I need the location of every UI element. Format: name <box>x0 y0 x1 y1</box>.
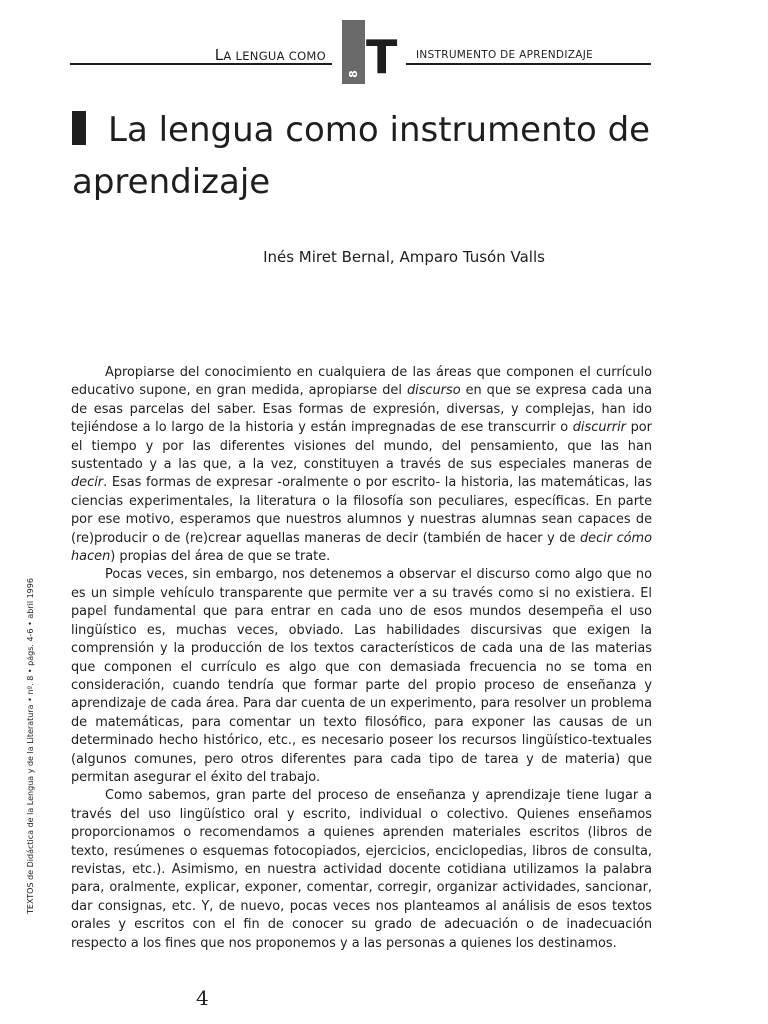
header-initial: L <box>214 46 224 64</box>
article-title: La lengua como instrumento de aprendizaje <box>72 110 651 202</box>
body-paragraph <box>71 566 652 787</box>
paragraph-text: . Esas formas de expresar -oralmente o por escrito- la historia, las matemáticas, las ciencias experimentales, la literatura o la filosofía son peculiares, específicas. En parte por ese motivo, esperamos que nuestros alumnos y nuestras alumnas sean capaces de (re)producir o de (re)crear aquellas maneras de decir (también de hacer y de <box>71 475 652 546</box>
body-paragraph <box>71 364 652 566</box>
body-paragraph <box>71 787 652 953</box>
article-body <box>71 364 652 953</box>
running-header-left <box>70 47 332 65</box>
page-number: 4 <box>196 986 209 1010</box>
emphasis-text: discurrir <box>572 420 626 436</box>
article-authors: Inés Miret Bernal, Amparo Tusón Valls <box>263 248 545 266</box>
running-header-right: INSTRUMENTO DE APRENDIZAJE <box>406 47 651 65</box>
paragraph-text: en que se expresa cada una de esas parcelas del saber. Esas formas de expresión, diversas, y complejas, han ido tejiéndose a lo largo de la historia y están impregnadas de ese transcurrir o <box>71 383 652 436</box>
paragraph-text: Apropiarse del conocimiento en cualquiera de las áreas que componen el currículo educativo supone, en gran medida, apropiarse del <box>71 365 652 399</box>
emphasis-text: decir cómo hacen <box>71 530 652 565</box>
emphasis-text: discurso <box>406 383 461 399</box>
paragraph-text: Como sabemos, gran parte del proceso de enseñanza y aprendizaje tiene lugar a través del uso lingüístico oral y escrito, individual o colectivo. Quienes enseñamos proporcionamos o recomendamos a quienes aprenden materiales escritos (libros de texto, resúmenes o esquemas fotocopiados, ejercicios, enciclopedias, libros de consulta, revistas, etc.). Asimismo, en nuestra actividad docente cotidiana utilizamos la palabra para, oralmente, explicar, exponer, comentar, corregir, organizar actividades, sancionar, dar consignas, etc. Y, de nuevo, pocas veces nos planteamos al análisis de esos textos orales y escritos con el fin de conocer su grado de adecuación o de inadecuación respecto a los fines que nos proponemos y a las personas a quienes los destinamos. <box>71 788 652 951</box>
header-section-letter: T <box>366 30 398 84</box>
header-left-text: A LENGUA COMO <box>223 49 326 63</box>
journal-sidebar: TEXTOS de Didáctica de la Lengua y de la Literatura • nº. 8 • págs. 4-6 • abril 1996 <box>26 578 35 914</box>
paragraph-text: Pocas veces, sin embargo, nos detenemos a observar el discurso como algo que no es un simple vehículo transparente que permite ver a su través como si no existiera. El papel fundamental que para entrar en cada uno de esos mundos desempeña el uso lingüístico es, muchas veces, obviado. Las habilidades discursivas que exigen la comprensión y la producción de los textos característicos de cada una de las materias que componen el currículo es algo que con demasiada frecuencia no se toma en consideración, cuando tendría que formar parte del propio proceso de enseñanza y aprendizaje de cada área. Para dar cuenta de un experimento, para resolver un problema de matemáticas, para comentar un texto filosófico, para exponer las causas de un determinado hecho histórico, etc., es necesario poseer los recursos lingüístico-textuales (algunos comunes, pero otros diferentes para cada tipo de tarea y de materia) que permitan asegurar el éxito del trabajo. <box>71 567 652 785</box>
header-issue-number: 8 <box>347 70 360 78</box>
paragraph-text: por el tiempo y por las diferentes visiones del mundo, del pensamiento, que las han sustentado y a las que, a la vez, constituyen a través de sus especiales maneras de <box>71 420 652 473</box>
paragraph-text: ) propias del área de que se trate. <box>110 549 331 565</box>
emphasis-text: decir <box>71 475 104 491</box>
